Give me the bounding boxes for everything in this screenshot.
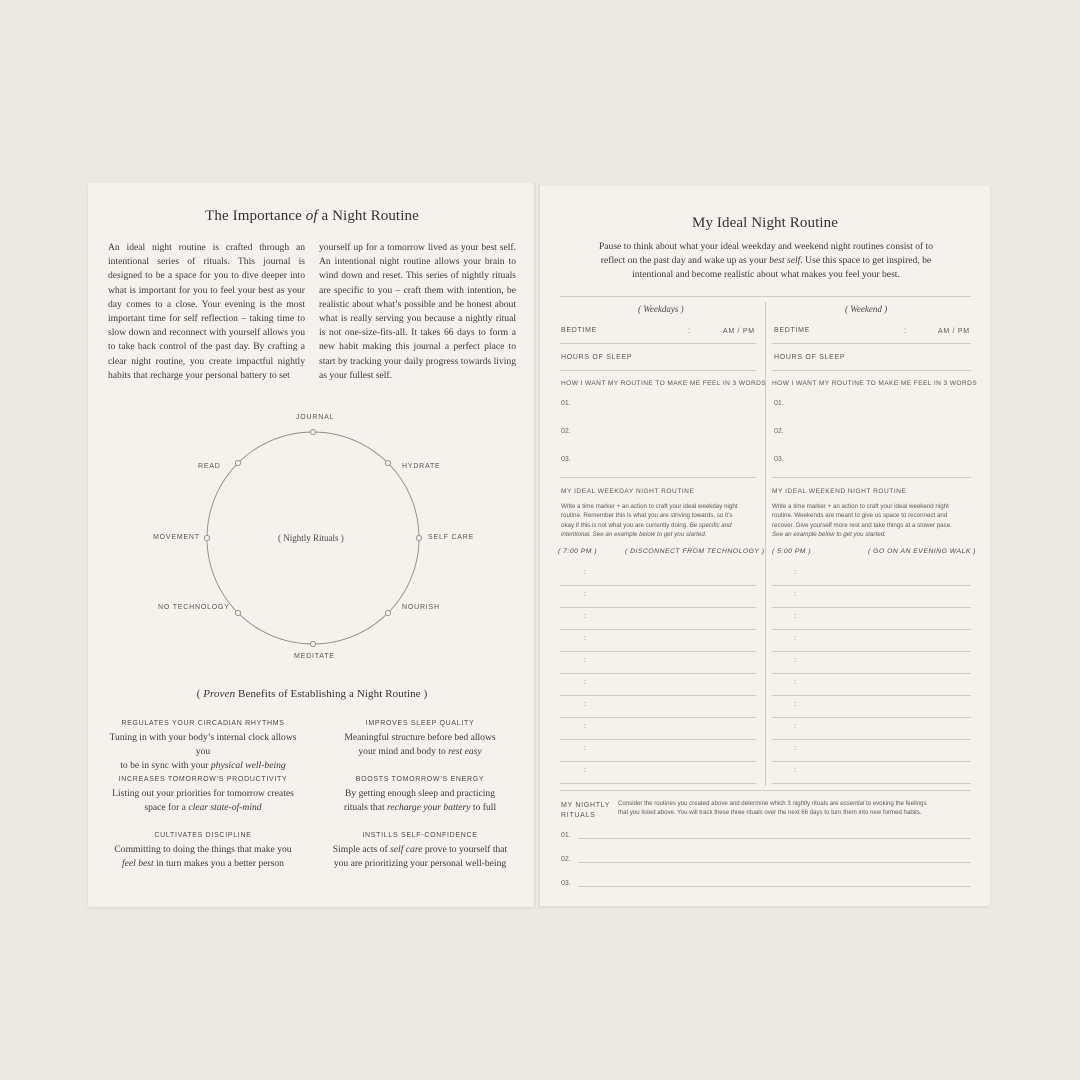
routine-entry-line[interactable] [772, 717, 971, 718]
weekend-example-time: ( 5:00 PM ) [772, 548, 812, 555]
weekday-feel-label: HOW I WANT MY ROUTINE TO MAKE ME FEEL IN 3 WORDS [561, 380, 767, 387]
benefit-emphasis: physical well-being [210, 759, 286, 771]
benefit-circadian [103, 720, 303, 772]
weekend-feel-line [772, 477, 971, 478]
top-divider [560, 296, 971, 297]
right-page [538, 186, 990, 906]
ritual-input-line[interactable] [578, 838, 971, 839]
wheel-label-journal: JOURNAL [296, 414, 335, 421]
routine-time-colon: : [794, 745, 796, 752]
weekday-sleep-label: HOURS OF SLEEP [561, 354, 633, 361]
routine-time-colon: : [794, 701, 796, 708]
rituals-desc [618, 799, 978, 818]
routine-entry-line[interactable] [560, 717, 756, 718]
weekend-feel-num: 02. [774, 428, 784, 435]
routine-entry-line[interactable] [560, 673, 756, 674]
benefit-line: Listing out your priorities for tomorrow creates [112, 788, 294, 799]
desc-line: routine. Remember this is what you are striving towards, so it’s [561, 512, 733, 520]
routine-time-colon: : [584, 701, 586, 708]
rituals-label-line: RITUALS [561, 812, 596, 819]
routine-time-colon: : [584, 767, 586, 774]
benefit-title: INSTILLS SELF-CONFIDENCE [362, 832, 478, 839]
weekday-ampm: AM / PM [723, 328, 755, 335]
benefit-body [103, 731, 303, 772]
weekday-example-action: ( DISCONNECT FROM TECHNOLOGY ) [625, 548, 765, 555]
wheel-node [385, 610, 390, 615]
benefit-line: Meaningful structure before bed allows [344, 732, 496, 743]
benefit-line: to full [470, 801, 497, 813]
routine-entry-line[interactable] [772, 585, 971, 586]
intro-column-2: yourself up for a tomorrow lived as your best self. An intentional night routine allows your brain to wind down and reset. This series of nightly rituals are specific to you – craft them with intention, be realistic about what’s possible and be honest about what is really serving you because a nightly ritual is not one-size-fits-all. It takes 66 days to form a new habit making this journal a perfect place to start by tracking your daily progress towards living as your fullest self. [319, 242, 516, 381]
routine-time-colon: : [584, 591, 586, 598]
weekday-example-time: ( 7:00 PM ) [558, 548, 598, 555]
routine-entry-line[interactable] [772, 761, 971, 762]
desc-emphasis: See an example below to get you started. [772, 531, 886, 539]
wheel-label-meditate: MEDITATE [294, 653, 335, 660]
routine-time-colon: : [794, 723, 796, 730]
title-emphasis: of [305, 208, 318, 224]
desc-emphasis: Be specific and [689, 521, 732, 529]
weekend-bedtime-colon: : [904, 326, 907, 335]
weekend-sleep-label: HOURS OF SLEEP [774, 354, 846, 361]
routine-time-colon: : [794, 635, 796, 642]
intro-column-1: An ideal night routine is crafted through an intentional series of rituals. This journal is designed to be a space for you to dive deeper into what is important for you to feel your best as your day comes to a close. Your evening is the most important time for self reflection – taking time to slow down and reconnect with yourself allows you to take back control of the past day. By crafting a clear night routine, you create impactful nightly habits that recharge your personal battery to set [108, 242, 305, 381]
weekend-ampm: AM / PM [938, 328, 970, 335]
benefit-body [103, 843, 303, 871]
weekday-sleep-line [560, 370, 756, 371]
desc-line: okay if this is not what you are currently doing. [561, 521, 690, 529]
wheel-node [235, 460, 240, 465]
ritual-num: 03. [561, 880, 571, 887]
benefit-emphasis: rest easy [448, 745, 482, 757]
benefit-line: you are prioritizing your personal well-being [333, 857, 507, 869]
routine-time-colon: : [794, 657, 796, 664]
weekday-bedtime-colon: : [688, 326, 691, 335]
weekend-feel-label: HOW I WANT MY ROUTINE TO MAKE ME FEEL IN 3 WORDS [772, 380, 978, 387]
wheel-center-label: ( Nightly Rituals ) [278, 533, 344, 543]
benefit-emphasis: clear state-of-mind [188, 801, 262, 813]
benefit-line: By getting enough sleep and practicing [345, 788, 495, 799]
routine-time-colon: : [584, 745, 586, 752]
weekday-feel-num: 03. [561, 456, 571, 463]
routine-entry-line[interactable] [772, 607, 971, 608]
benefit-productivity [103, 776, 303, 815]
weekend-feel-num: 03. [774, 456, 784, 463]
routine-time-colon: : [794, 679, 796, 686]
weekend-routine-desc [772, 502, 977, 540]
wheel-node [310, 429, 315, 434]
intro-emphasis: best self [769, 255, 801, 266]
wheel-label-no-technology: NO TECHNOLOGY [158, 604, 230, 611]
desc-emphasis: essential [840, 800, 865, 807]
ritual-input-line[interactable] [578, 862, 971, 863]
desc-line: Consider the routines you created above and determine which 3 nightly rituals are [618, 800, 841, 807]
routine-time-colon: : [584, 613, 586, 620]
benefit-self-confidence [320, 832, 520, 871]
benefit-body [103, 787, 303, 815]
routine-entry-line[interactable] [772, 783, 971, 784]
wheel-node [385, 460, 390, 465]
weekday-feel-line [560, 477, 756, 478]
routine-time-colon: : [584, 679, 586, 686]
routine-time-colon: : [584, 635, 586, 642]
wheel-node [310, 641, 315, 646]
desc-line: routine. Weekends are meant to give us space to reconnect and [772, 512, 948, 520]
benefit-energy [320, 776, 520, 815]
benefit-sleep-quality [320, 720, 520, 759]
routine-entry-line[interactable] [560, 783, 756, 784]
heading-emphasis: Proven [203, 688, 236, 700]
column-divider [765, 302, 766, 786]
routine-entry-line[interactable] [560, 739, 756, 740]
rituals-label [561, 801, 610, 821]
title-part: The Importance [205, 208, 306, 224]
desc-line: Write a time marker + an action to craft your ideal weekend night [772, 503, 949, 510]
intro-line: . Use this space to get inspired, be [800, 255, 932, 266]
routine-entry-line[interactable] [772, 695, 971, 696]
routine-entry-line[interactable] [560, 695, 756, 696]
weekend-routine-title: MY IDEAL WEEKEND NIGHT ROUTINE [772, 488, 907, 495]
routine-time-colon: : [794, 591, 796, 598]
ritual-num: 02. [561, 856, 571, 863]
weekday-bedtime-label: BEDTIME [561, 327, 598, 334]
desc-line: Write a time marker + an action to craft your ideal weekday night [561, 503, 738, 510]
weekday-bedtime-line [560, 343, 756, 344]
routine-time-colon: : [584, 569, 586, 576]
routine-entry-line[interactable] [560, 761, 756, 762]
routine-entry-line[interactable] [560, 629, 756, 630]
routine-entry-line[interactable] [772, 651, 971, 652]
rituals-label-line: MY NIGHTLY [561, 802, 611, 809]
routine-entry-line[interactable] [772, 673, 971, 674]
benefit-line: your mind and body to [358, 745, 449, 757]
wheel-node [416, 535, 421, 540]
weekday-routine-title: MY IDEAL WEEKDAY NIGHT ROUTINE [561, 488, 695, 495]
wheel-node [204, 535, 209, 540]
benefit-line: to be in sync with your [120, 759, 211, 771]
routine-time-colon: : [584, 723, 586, 730]
routine-entry-line[interactable] [772, 739, 971, 740]
weekend-sleep-line [772, 370, 971, 371]
benefit-body [320, 787, 520, 815]
intro-line: reflect on the past day and wake up as your [600, 255, 770, 266]
rituals-divider [560, 790, 971, 791]
book-spine [534, 183, 540, 907]
title-part: a Night Routine [317, 208, 419, 224]
heading-part: ( [196, 688, 204, 700]
routine-time-colon: : [794, 613, 796, 620]
wheel-label-read: READ [198, 463, 221, 470]
benefit-title: IMPROVES SLEEP QUALITY [365, 720, 475, 727]
weekday-feel-num: 01. [561, 400, 571, 407]
routine-entry-line[interactable] [560, 651, 756, 652]
weekday-routine-desc [561, 502, 761, 540]
desc-line: to evoking the feelings [864, 800, 927, 807]
intro-line: intentional and become realistic about what makes you feel your best. [632, 269, 900, 280]
benefit-emphasis: recharge your battery [387, 801, 471, 813]
wheel-node [235, 610, 240, 615]
benefit-title: INCREASES TOMORROW’S PRODUCTIVITY [118, 776, 288, 783]
right-intro [566, 240, 966, 282]
wheel-label-movement: MOVEMENT [153, 534, 200, 541]
desc-emphasis: intentional. See an example below to get you started. [561, 531, 707, 539]
ritual-input-line[interactable] [578, 886, 971, 887]
benefit-line: in turn makes you a better person [153, 857, 284, 869]
weekend-feel-num: 01. [774, 400, 784, 407]
benefit-emphasis: feel best [122, 857, 154, 869]
routine-entry-line[interactable] [560, 607, 756, 608]
ritual-num: 01. [561, 832, 571, 839]
weekend-bedtime-line [772, 343, 971, 344]
benefit-line: rituals that [343, 801, 388, 813]
weekday-feel-num: 02. [561, 428, 571, 435]
routine-time-colon: : [794, 767, 796, 774]
wheel-label-nourish: NOURISH [402, 604, 440, 611]
benefit-line: Simple acts of [332, 844, 391, 855]
benefit-body [320, 731, 520, 759]
benefit-line: prove to yourself that [422, 844, 508, 855]
benefit-line: Committing to doing the things that make you [114, 844, 292, 855]
desc-line: that you listed above. You will track these three rituals over the next 66 days to turn them into new formed habits. [618, 809, 922, 817]
benefit-title: CULTIVATES DISCIPLINE [154, 832, 252, 839]
wheel-label-self-care: SELF CARE [428, 534, 475, 541]
routine-entry-line[interactable] [560, 585, 756, 586]
routine-entry-line[interactable] [772, 629, 971, 630]
weekend-header: ( Weekend ) [845, 304, 888, 314]
left-page-title [150, 208, 474, 225]
right-page-title: My Ideal Night Routine [692, 215, 838, 231]
benefit-emphasis: self care [390, 844, 423, 855]
benefit-title: REGULATES YOUR CIRCADIAN RHYTHMS [121, 720, 285, 727]
benefits-heading [150, 688, 474, 700]
heading-part: Benefits of Establishing a Night Routine ) [235, 688, 428, 700]
weekend-example-action: ( GO ON AN EVENING WALK ) [868, 548, 977, 555]
benefit-line: Tuning in with your body’s internal clock allows you [109, 732, 297, 757]
weekend-bedtime-label: BEDTIME [774, 327, 811, 334]
benefit-discipline [103, 832, 303, 871]
wheel-label-hydrate: HYDRATE [402, 463, 441, 470]
benefit-line: space for a [144, 801, 189, 813]
routine-time-colon: : [584, 657, 586, 664]
benefit-body [320, 843, 520, 871]
benefit-title: BOOSTS TOMORROW’S ENERGY [355, 776, 485, 783]
intro-line: Pause to think about what your ideal weekday and weekend night routines consist of to [598, 241, 934, 252]
weekdays-header: ( Weekdays ) [638, 304, 684, 314]
routine-time-colon: : [794, 569, 796, 576]
desc-line: recover. Give yourself more rest and take things at a slower pace. [772, 521, 952, 529]
